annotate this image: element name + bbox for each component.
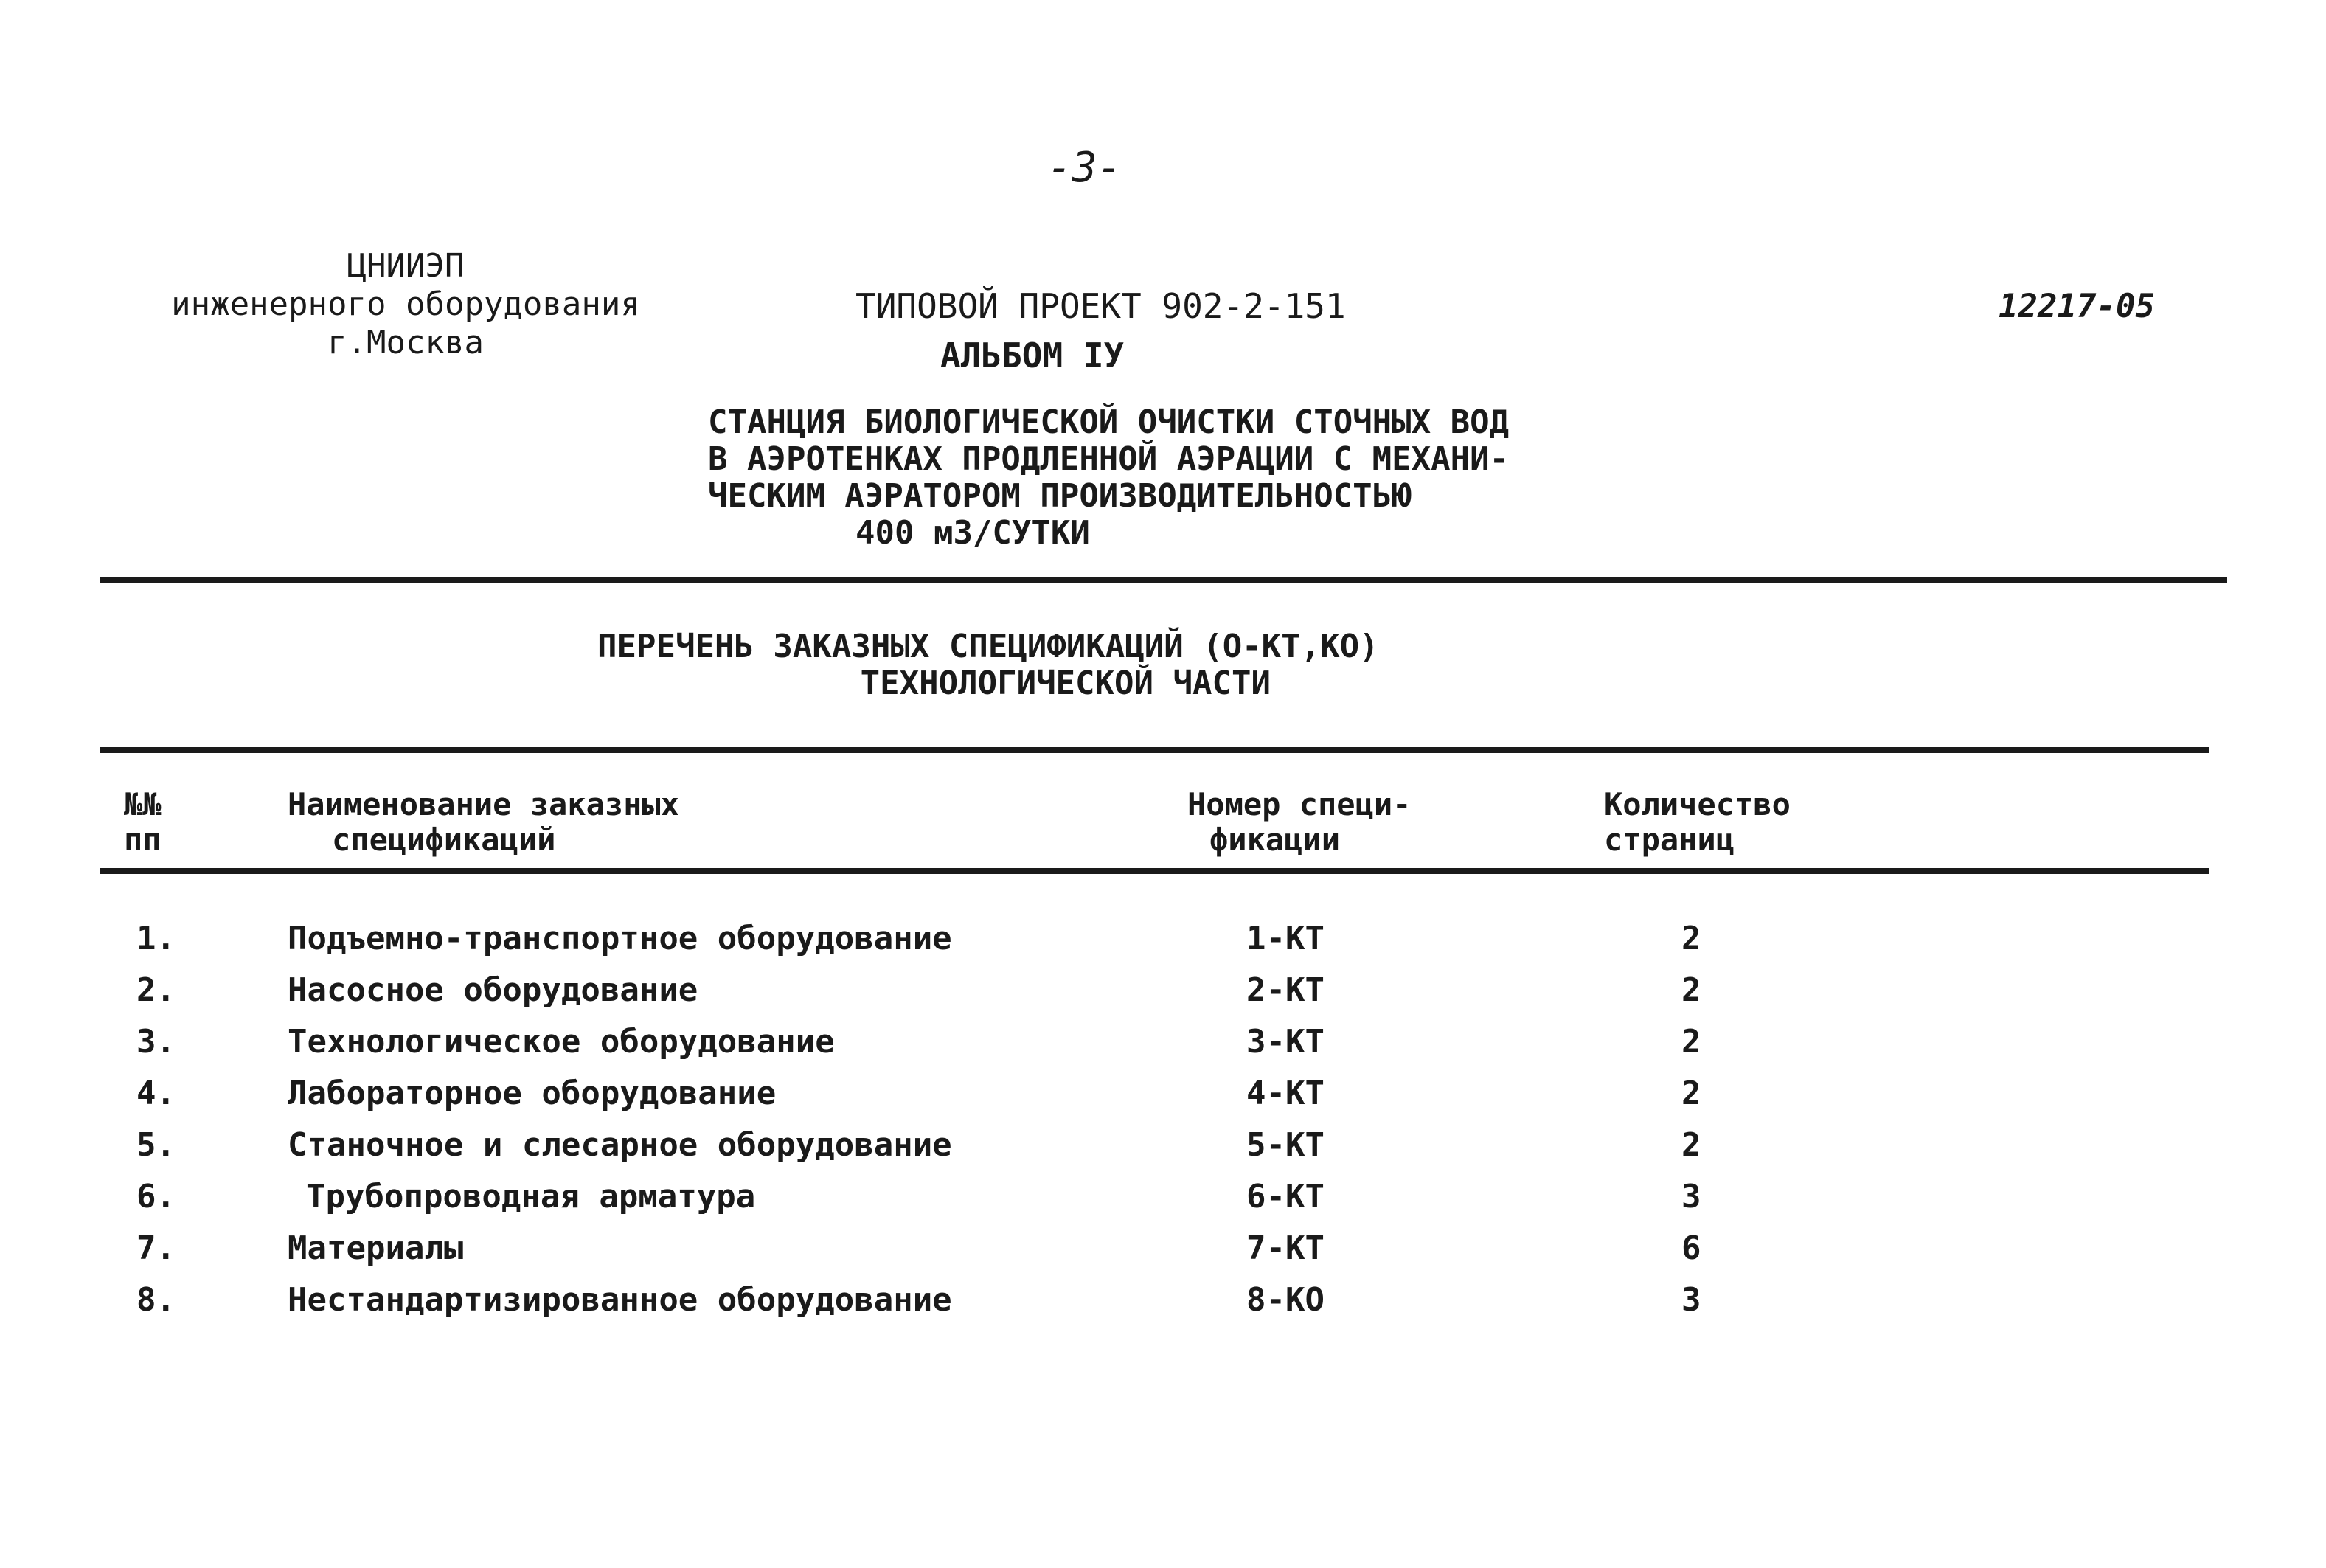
header-pages-line: Количество [1604,786,1791,822]
org-name: ЦНИИЭП [347,247,465,285]
organization-block [147,247,664,362]
header-name-line: Наименование заказных [288,786,680,822]
station-title-line: СТАНЦИЯ БИОЛОГИЧЕСКОЙ ОЧИСТКИ СТОЧНЫХ ВОД [708,403,1510,441]
album-label: АЛЬБОМ IУ [940,336,1125,375]
row-name: Трубопроводная арматура [306,1178,756,1215]
row-pages: 2 [1681,1075,1701,1112]
station-title-line: ЧЕСКИМ АЭРАТОРОМ ПРОИЗВОДИТЕЛЬНОСТЬЮ [708,477,1412,515]
table-row [0,1075,2326,1126]
station-title-line: В АЭРОТЕНКАХ ПРОДЛЕННОЙ АЭРАЦИИ С МЕХАНИ- [708,440,1510,478]
row-name: Нестандартизированное оборудование [288,1281,952,1319]
table-top-rule [100,747,2209,753]
header-number-line: №№ [124,786,162,822]
station-title [708,404,1509,552]
org-subtitle: инженерного оборудования [171,285,640,323]
row-spec: 5-КТ [1246,1126,1325,1164]
page-number: -3- [1047,144,1122,192]
row-name: Технологическое оборудование [288,1023,835,1061]
row-pages: 6 [1681,1229,1701,1267]
header-number [124,787,162,858]
list-title-line: ПЕРЕЧЕНЬ ЗАКАЗНЫХ СПЕЦИФИКАЦИЙ (О-КТ,КО) [597,628,1379,665]
row-spec: 1-КТ [1246,920,1325,957]
table-row [0,1126,2326,1178]
row-number: 2. [136,971,176,1009]
table-row [0,1178,2326,1229]
table-row [0,1229,2326,1281]
header-spec-line: Номер специ- [1187,786,1412,822]
row-name: Станочное и слесарное оборудование [288,1126,952,1164]
row-pages: 2 [1681,1126,1701,1164]
row-spec: 7-КТ [1246,1229,1325,1267]
header-pages-line: страниц [1604,822,1735,858]
header-number-line: пп [124,822,162,858]
row-spec: 8-КО [1246,1281,1325,1319]
header-name [288,787,679,858]
divider-rule [100,577,2227,583]
row-spec: 4-КТ [1246,1075,1325,1112]
row-pages: 2 [1681,920,1701,957]
row-number: 1. [136,920,176,957]
header-page-count [1604,787,1791,858]
row-number: 4. [136,1075,176,1112]
header-spec-number [1187,787,1411,858]
row-spec: 6-КТ [1246,1178,1325,1215]
row-number: 5. [136,1126,176,1164]
table-row [0,1281,2326,1333]
table-row [0,1023,2326,1075]
row-pages: 3 [1681,1281,1701,1319]
row-number: 7. [136,1229,176,1267]
table-row [0,971,2326,1023]
project-title: ТИПОВОЙ ПРОЕКТ 902-2-151 [855,286,1346,326]
row-spec: 3-КТ [1246,1023,1325,1061]
row-name: Материалы [288,1229,464,1267]
header-spec-line: фикации [1209,822,1341,858]
row-name: Подъемно-транспортное оборудование [288,920,952,957]
row-pages: 2 [1681,1023,1701,1061]
row-pages: 2 [1681,971,1701,1009]
row-number: 6. [136,1178,176,1215]
header-name-line: спецификаций [332,822,556,858]
row-pages: 3 [1681,1178,1701,1215]
row-number: 8. [136,1281,176,1319]
list-title-line: ТЕХНОЛОГИЧЕСКОЙ ЧАСТИ [860,665,1271,702]
row-spec: 2-КТ [1246,971,1325,1009]
org-city: г.Москва [327,324,484,361]
row-name: Насосное оборудование [288,971,698,1009]
row-name: Лабораторное оборудование [288,1075,777,1112]
table-row [0,920,2326,971]
station-title-line: 400 м3/СУТКИ [855,514,1090,552]
table-header-rule [100,868,2209,874]
row-number: 3. [136,1023,176,1061]
document-number: 12217-05 [1999,288,2155,325]
list-title [597,628,1379,702]
